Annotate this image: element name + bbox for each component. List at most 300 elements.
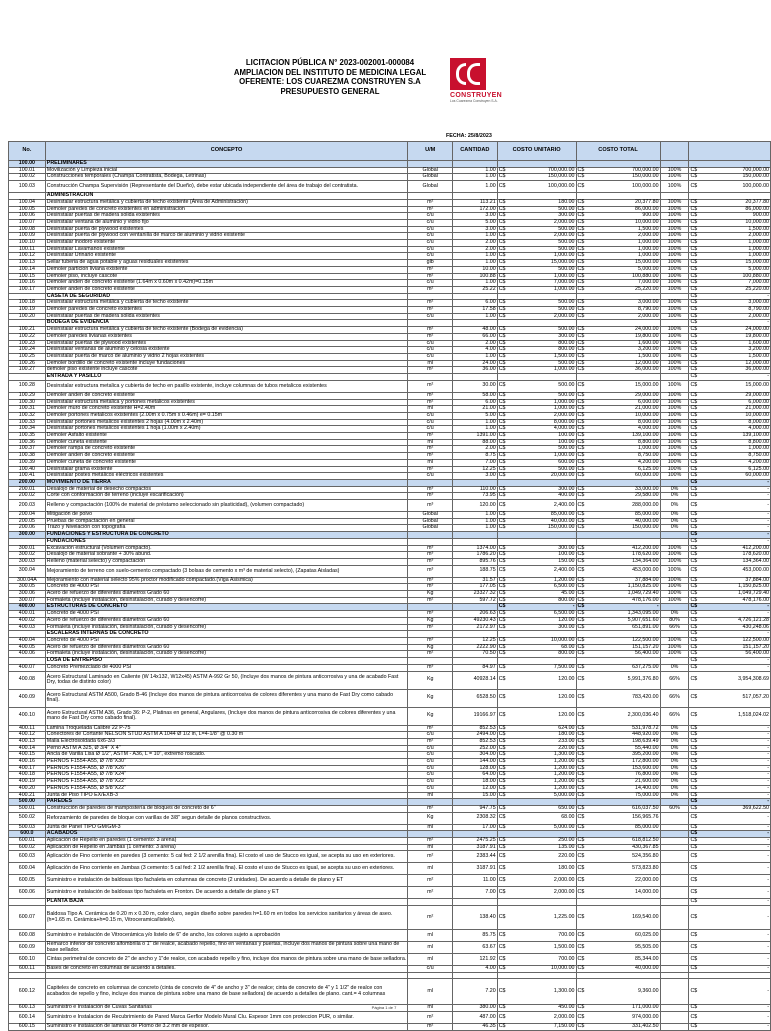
item-final-value (690, 786, 769, 792)
currency-symbol: C$ (577, 432, 585, 439)
item-um: m² (408, 392, 453, 399)
item-final-value (690, 525, 769, 531)
currency-symbol: C$ (577, 853, 585, 860)
amount: 68.00 (561, 643, 575, 650)
item-um: c/u (408, 412, 453, 419)
item-concepto: Reforzamiento de paredes de bloque con varillas de 3/8" segun detalle de planos constructivos. (45, 812, 408, 824)
amount: 900.00 (642, 212, 659, 219)
currency-symbol: C$ (690, 326, 698, 333)
currency-symbol: C$ (690, 955, 698, 962)
item-cantidad: 18.00 (453, 779, 498, 786)
item-no: 400.11 (9, 725, 46, 732)
currency-symbol: C$ (577, 731, 585, 738)
amount: 700,000.00 (632, 166, 659, 173)
item-cantidad: 12.00 (453, 785, 498, 792)
budget-table (8, 141, 771, 1031)
item-concepto: PLANTA BAJA (45, 899, 408, 906)
item-cantidad: 64.00 (453, 772, 498, 779)
amount: 122,500.00 (632, 637, 659, 643)
item-cantidad: 5.00 (453, 412, 498, 419)
item-costo-unitario-value (499, 453, 575, 459)
item-cantidad: 36.00 (453, 367, 498, 374)
item-costo-total-value (578, 677, 659, 683)
currency-symbol: C$ (577, 694, 585, 701)
amount: 33,000.00 (635, 485, 659, 492)
item-percent (660, 844, 689, 851)
item-percent: 100% (660, 181, 689, 193)
amount: 86,000.00 (635, 205, 659, 212)
amount: 1,000.00 (748, 245, 769, 252)
item-final-value (690, 460, 769, 466)
item-costo-unitario (497, 597, 576, 604)
currency-symbol: C$ (690, 332, 698, 339)
amount: 300.00 (558, 623, 575, 630)
item-percent: 100% (660, 240, 689, 247)
item-no: 100.18 (9, 300, 46, 307)
item-percent: 100% (660, 360, 689, 367)
item-final-value (690, 899, 769, 905)
item-costo-unitario-value (499, 966, 575, 972)
currency-symbol: C$ (690, 798, 698, 805)
currency-symbol: C$ (577, 1022, 585, 1029)
col-header-final (689, 142, 771, 161)
item-final (689, 1011, 771, 1023)
currency-symbol: C$ (577, 764, 585, 771)
item-percent (660, 812, 689, 824)
item-costo-unitario-value (499, 759, 575, 765)
item-final (689, 392, 771, 399)
currency-symbol: C$ (498, 596, 506, 603)
item-costo-total-value (578, 174, 659, 180)
item-concepto: FUNDACIONES Y ESTRUCTURA DE CONCRETO (45, 532, 408, 539)
table-body (9, 161, 771, 1031)
currency-symbol: C$ (498, 1004, 506, 1011)
item-percent: 0% (660, 525, 689, 532)
currency-symbol: C$ (577, 173, 585, 180)
item-final (689, 181, 771, 193)
currency-symbol: C$ (498, 306, 506, 313)
item-cantidad: 144.00 (453, 759, 498, 766)
table-row (9, 979, 771, 1005)
currency-symbol: C$ (498, 623, 506, 630)
amount: 800.00 (558, 339, 575, 346)
item-um: m² (408, 805, 453, 812)
currency-symbol: C$ (690, 346, 698, 353)
item-costo-total-value (578, 638, 659, 644)
table-row (9, 707, 771, 725)
amount: 60,025.00 (635, 931, 659, 938)
currency-symbol: C$ (498, 784, 506, 791)
amount: - (767, 663, 769, 670)
item-percent: 100% (660, 419, 689, 426)
currency-symbol: C$ (690, 610, 698, 617)
currency-symbol: C$ (577, 239, 585, 246)
amount: 600.00 (558, 458, 575, 465)
amount: 8,750.00 (637, 452, 659, 459)
item-final-value (690, 240, 769, 246)
amount: 1,000.00 (748, 445, 769, 452)
item-percent (660, 374, 689, 381)
item-percent (660, 966, 689, 973)
item-no: 600.09 (9, 942, 46, 954)
amount: 86,000.00 (745, 205, 769, 212)
amount: - (767, 913, 769, 920)
item-no: 600.07 (9, 906, 46, 930)
item-um: Kg (408, 591, 453, 598)
item-costo-total-value (578, 806, 659, 812)
item-um: m² (408, 367, 453, 374)
item-costo-unitario-value (499, 878, 575, 884)
item-no: 200.01 (9, 486, 46, 493)
amount: 12,000.00 (635, 359, 659, 366)
currency-symbol: C$ (690, 843, 698, 850)
amount: 1,200.00 (553, 764, 575, 771)
item-percent: 100% (660, 597, 689, 604)
item-no: 100.07 (9, 219, 46, 226)
table-row (9, 392, 771, 399)
currency-symbol: C$ (690, 791, 698, 798)
item-percent: 80% (660, 617, 689, 624)
item-costo-unitario (497, 651, 576, 658)
item-concepto: ESTRUCTURAS DE CONCRETO (45, 604, 408, 611)
amount: 150,000.00 (632, 524, 659, 531)
item-no: 100.06 (9, 213, 46, 220)
item-um: m² (408, 453, 453, 460)
currency-symbol: C$ (498, 643, 506, 650)
currency-symbol: C$ (498, 877, 506, 884)
item-final (689, 942, 771, 954)
item-cantidad: 84.97 (453, 664, 498, 671)
amount: - (767, 853, 769, 860)
item-costo-unitario-value (499, 413, 575, 419)
item-costo-total (576, 651, 660, 658)
item-costo-total (576, 558, 660, 565)
amount: 300.00 (558, 544, 575, 551)
item-um: Kg (408, 707, 453, 725)
item-final-value (690, 825, 769, 831)
item-no: 100.12 (9, 253, 46, 260)
amount: - (767, 823, 769, 830)
item-final-value (690, 665, 769, 671)
currency-symbol: C$ (577, 610, 585, 617)
amount: 288,000.00 (632, 501, 659, 508)
amount: 2,000.00 (553, 1013, 575, 1020)
amount: - (572, 603, 575, 610)
item-costo-total-value (578, 957, 659, 963)
currency-symbol: C$ (577, 418, 585, 425)
amount: - (767, 373, 769, 380)
currency-symbol: C$ (690, 458, 698, 465)
amount: 1,200.00 (553, 778, 575, 785)
currency-symbol: C$ (498, 955, 506, 962)
item-final (689, 732, 771, 739)
item-costo-total-value (578, 260, 659, 266)
currency-symbol: C$ (690, 965, 698, 972)
item-concepto: Desinstalar estructura metalica y cubierta de techo en pasillo existente, incluye columnas de tubos metalicos existentes (45, 380, 408, 392)
currency-symbol: C$ (577, 623, 585, 630)
item-final (689, 532, 771, 539)
item-percent: 100% (660, 353, 689, 360)
item-percent: 66% (660, 671, 689, 689)
amount: 1,049,729.40 (738, 590, 769, 597)
item-concepto: Acero de refuerzo de diferentes diámetros Grado 60 (45, 617, 408, 624)
amount: 1,200.00 (553, 771, 575, 778)
item-um: m³ (408, 558, 453, 565)
item-um: c/u (408, 759, 453, 766)
item-costo-total (576, 1023, 660, 1030)
currency-symbol: C$ (498, 524, 506, 531)
item-cantidad: 2.00 (453, 240, 498, 247)
amount: 448,920.00 (632, 731, 659, 738)
currency-symbol: C$ (577, 359, 585, 366)
item-final (689, 752, 771, 759)
amount: 1,300.00 (553, 987, 575, 994)
table-row (9, 812, 771, 824)
item-costo-total-value (578, 591, 659, 597)
currency-symbol: C$ (577, 352, 585, 359)
item-concepto: Lamina Troquelada Calibre 22 P-75 (45, 725, 408, 732)
amount: 95,505.00 (635, 943, 659, 950)
item-percent (660, 899, 689, 906)
currency-symbol: C$ (498, 576, 506, 583)
currency-symbol: C$ (690, 616, 698, 623)
item-cantidad: 2475.25 (453, 838, 498, 845)
item-no: 100.22 (9, 333, 46, 340)
amount: 3,954,308.69 (738, 676, 769, 683)
item-costo-total-value (578, 1024, 659, 1030)
item-percent (660, 887, 689, 899)
item-concepto: Aplicación de Repello en Jambas (1 cemento: 3 arena) (45, 844, 408, 851)
item-um: m³ (408, 500, 453, 512)
amount: 25,220.00 (745, 285, 769, 292)
item-um (408, 899, 453, 906)
item-costo-unitario (497, 792, 576, 799)
item-um: Kg (408, 644, 453, 651)
item-concepto: Relleno (material selecto) y compactación (45, 558, 408, 565)
currency-symbol: C$ (690, 1004, 698, 1011)
item-no: 100.03 (9, 181, 46, 193)
item-costo-total-value (578, 854, 659, 860)
item-costo-unitario (497, 493, 576, 500)
item-concepto: Demoler anden de concreto existente (1.64m x 0.60m x 0.42m)=0.15m (45, 280, 408, 287)
amount: - (767, 987, 769, 994)
item-costo-unitario (497, 1023, 576, 1030)
item-percent: 0% (660, 772, 689, 779)
amount: 500.00 (558, 382, 575, 389)
item-no (9, 374, 46, 381)
item-final-value (690, 220, 769, 226)
item-um: ml (408, 406, 453, 413)
item-percent: 100% (660, 246, 689, 253)
item-costo-unitario-value (499, 200, 575, 206)
currency-symbol: C$ (690, 778, 698, 785)
currency-symbol: C$ (690, 292, 698, 299)
currency-symbol: C$ (690, 731, 698, 738)
item-concepto: Desinstalar portones metalicos existentes 1 hoja (1.00m x 2.40m) (45, 426, 408, 433)
currency-symbol: C$ (577, 551, 585, 558)
item-no: 100.37 (9, 446, 46, 453)
item-costo-unitario-value (499, 713, 575, 719)
item-cantidad: 3187.91 (453, 844, 498, 851)
item-costo-total-value (578, 598, 659, 604)
item-final-value (690, 1015, 769, 1021)
item-percent: 100% (660, 638, 689, 645)
currency-symbol: C$ (498, 285, 506, 292)
currency-symbol: C$ (498, 232, 506, 239)
amount: 2,000.00 (748, 312, 769, 319)
item-concepto: Desinstalar puertas de madera solida existentes (45, 213, 408, 220)
item-cantidad: 597.72 (453, 597, 498, 604)
item-percent: 66% (660, 689, 689, 707)
amount: 624.00 (558, 724, 575, 731)
item-final (689, 658, 771, 665)
item-final (689, 313, 771, 320)
currency-symbol: C$ (577, 245, 585, 252)
item-final (689, 954, 771, 966)
item-costo-total (576, 875, 660, 887)
item-costo-total (576, 966, 660, 973)
item-costo-total (576, 979, 660, 1005)
currency-symbol: C$ (577, 339, 585, 346)
item-cantidad: 1.00 (453, 419, 498, 426)
item-costo-unitario (497, 286, 576, 293)
item-concepto: Desinstalar puerta de plywood existentes (45, 226, 408, 233)
currency-symbol: C$ (498, 751, 506, 758)
amount: 800.00 (558, 346, 575, 353)
table-row (9, 367, 771, 374)
amount: 478,176.00 (742, 596, 769, 603)
subsection-row (9, 899, 771, 906)
item-concepto: Suministro e Instalacion de Recubrimiento de Pared Marca Gerflor Modelo Mural Clu. Espesor 1mm con proteccion PUR, o similar. (45, 1011, 408, 1023)
item-concepto: PERNOS F1554-A55, Ø 7/8"X26" (45, 765, 408, 772)
item-no: 100.30 (9, 399, 46, 406)
item-cantidad: 487.00 (453, 1011, 498, 1023)
item-costo-total (576, 954, 660, 966)
amount: 1,500.00 (553, 943, 575, 950)
currency-symbol: C$ (690, 285, 698, 292)
item-cantidad: 15.00 (453, 792, 498, 799)
currency-symbol: C$ (577, 955, 585, 962)
amount: 1,000.00 (553, 285, 575, 292)
amount: 25,220.00 (635, 285, 659, 292)
item-cantidad: 2308.32 (453, 812, 498, 824)
item-concepto: Demoler particion liviana existente (45, 266, 408, 273)
currency-symbol: C$ (690, 943, 698, 950)
amount: 450.00 (558, 1004, 575, 1011)
item-no: 100.26 (9, 360, 46, 367)
item-final (689, 525, 771, 532)
amount: 2,400.00 (553, 501, 575, 508)
item-percent (660, 863, 689, 875)
item-concepto: Demoler anden de concreto existente (45, 392, 408, 399)
currency-symbol: C$ (498, 438, 506, 445)
currency-symbol: C$ (577, 544, 585, 551)
item-concepto: Ancla de Varilla Lisa Ø 1/2", ASTM - A36, L = 10", extremo roscado. (45, 752, 408, 759)
item-percent: 100% (660, 280, 689, 287)
amount: - (767, 889, 769, 896)
item-costo-total-value (578, 512, 659, 518)
item-costo-total-value (578, 473, 659, 479)
currency-symbol: C$ (577, 259, 585, 266)
item-concepto: MOVIMIENTO DE TIERRA (45, 479, 408, 486)
item-no: 500.00 (9, 799, 46, 806)
currency-symbol: C$ (577, 398, 585, 405)
item-concepto: Desinstalar portones metalicos existentes 2 hojas (4.00m x 2.40m) (45, 419, 408, 426)
currency-symbol: C$ (498, 610, 506, 617)
item-no: 600.06 (9, 887, 46, 899)
item-final (689, 199, 771, 206)
item-no: 400.14 (9, 745, 46, 752)
item-no: 400.01 (9, 611, 46, 618)
currency-symbol: C$ (498, 616, 506, 623)
amount: 60,000.00 (745, 472, 769, 479)
item-cantidad: 380.00 (453, 1005, 498, 1012)
item-concepto: PERNOS F1554-A55, Ø 5/8"X22" (45, 785, 408, 792)
item-percent: 100% (660, 453, 689, 460)
amount: 5,000.00 (748, 265, 769, 272)
amount: 40,000.00 (635, 965, 659, 972)
item-final-value (690, 354, 769, 360)
currency-symbol: C$ (577, 771, 585, 778)
currency-symbol: C$ (690, 623, 698, 630)
currency-symbol: C$ (577, 425, 585, 432)
item-cantidad: 24.00 (453, 360, 498, 367)
amount: - (767, 485, 769, 492)
table-row (9, 565, 771, 577)
item-no: 400.18 (9, 772, 46, 779)
amount: - (767, 1022, 769, 1029)
item-concepto: Desinstalar estructura metálica y cubierta de techo existente (Bodega de evidencia) (45, 327, 408, 334)
currency-symbol: C$ (577, 411, 585, 418)
item-um (408, 374, 453, 381)
item-final (689, 779, 771, 786)
item-no: 300.04A (9, 577, 46, 584)
item-costo-total-value (578, 838, 659, 844)
item-costo-total-value (578, 815, 659, 821)
amount: - (767, 798, 769, 805)
item-cantidad: 1.00 (453, 167, 498, 174)
amount: 2,000.00 (637, 232, 659, 239)
item-costo-unitario (497, 181, 576, 193)
item-percent: 100% (660, 406, 689, 413)
item-percent: 0% (660, 664, 689, 671)
amount: 2,000.00 (553, 312, 575, 319)
amount: - (656, 603, 659, 610)
amount: 139,100.00 (742, 432, 769, 439)
currency-symbol: C$ (498, 492, 506, 499)
item-final (689, 380, 771, 392)
item-concepto: CASETA DE SEGURIDAD (45, 293, 408, 300)
item-cantidad: 1374.00 (453, 545, 498, 552)
item-concepto: Desinstalar postes metálicos eléctricos existentes (45, 473, 408, 480)
item-final-value (690, 957, 769, 963)
item-no: 600.10 (9, 954, 46, 966)
section-row (9, 532, 771, 539)
item-concepto: Suministro e instalación de baldosas tipo fachaleta en Fronton. De acuerdo a detalle de plano y ET (45, 887, 408, 899)
item-final (689, 863, 771, 875)
item-concepto: PERNOS F1554-A55, Ø 7/8"X22" (45, 779, 408, 786)
amount: 6,500.00 (553, 610, 575, 617)
currency-symbol: C$ (577, 501, 585, 508)
item-um: c/u (408, 765, 453, 772)
amount: 120.00 (558, 616, 575, 623)
item-no: 100.21 (9, 327, 46, 334)
currency-symbol: C$ (577, 265, 585, 272)
item-final-value (690, 393, 769, 399)
item-no: 600.13 (9, 1005, 46, 1012)
item-percent: 0% (660, 493, 689, 500)
currency-symbol: C$ (690, 405, 698, 412)
